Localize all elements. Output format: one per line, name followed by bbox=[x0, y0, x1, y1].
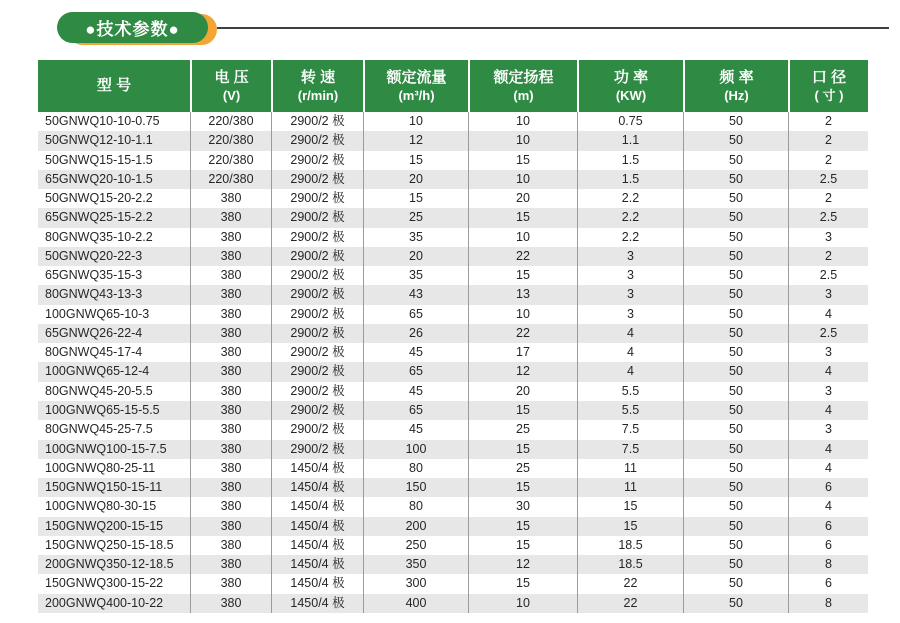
value-cell: 2900/2 极 bbox=[271, 324, 363, 343]
table-row bbox=[38, 517, 868, 536]
value-cell: 2900/2 极 bbox=[271, 131, 363, 150]
value-cell: 1450/4 极 bbox=[271, 497, 363, 516]
value-cell: 80 bbox=[363, 497, 468, 516]
value-cell: 380 bbox=[190, 362, 271, 381]
column-header-label: 额定扬程 bbox=[493, 69, 554, 86]
value-cell: 10 bbox=[468, 131, 577, 150]
value-cell: 220/380 bbox=[190, 112, 271, 131]
value-cell: 1.1 bbox=[577, 131, 683, 150]
value-cell: 45 bbox=[363, 420, 468, 439]
value-cell: 10 bbox=[468, 305, 577, 324]
value-cell: 12 bbox=[468, 555, 577, 574]
value-cell: 220/380 bbox=[190, 131, 271, 150]
value-cell: 50 bbox=[683, 555, 788, 574]
model-cell: 150GNWQ200-15-15 bbox=[45, 518, 164, 533]
value-cell: 380 bbox=[190, 594, 271, 613]
value-cell: 380 bbox=[190, 266, 271, 285]
table-row bbox=[38, 305, 868, 324]
model-cell: 80GNWQ45-17-4 bbox=[45, 345, 143, 360]
value-cell: 2900/2 极 bbox=[271, 401, 363, 420]
model-cell: 50GNWQ15-20-2.2 bbox=[45, 191, 153, 206]
value-cell: 4 bbox=[577, 362, 683, 381]
value-cell: 50 bbox=[683, 305, 788, 324]
column-header-label: 转 速 bbox=[300, 69, 336, 86]
table-row bbox=[38, 459, 868, 478]
value-cell: 2900/2 极 bbox=[271, 343, 363, 362]
column-header-label: 功 率 bbox=[613, 69, 649, 86]
value-cell: 80 bbox=[363, 459, 468, 478]
model-cell: 65GNWQ26-22-4 bbox=[45, 325, 143, 340]
value-cell: 20 bbox=[468, 189, 577, 208]
value-cell: 1.5 bbox=[577, 170, 683, 189]
model-cell: 80GNWQ35-10-2.2 bbox=[45, 229, 153, 244]
value-cell: 10 bbox=[363, 112, 468, 131]
value-cell: 2 bbox=[788, 189, 868, 208]
table-row bbox=[38, 382, 868, 401]
value-cell: 50 bbox=[683, 131, 788, 150]
value-cell: 50 bbox=[683, 228, 788, 247]
value-cell: 380 bbox=[190, 343, 271, 362]
value-cell: 2.5 bbox=[788, 208, 868, 227]
value-cell: 10 bbox=[468, 112, 577, 131]
table-row bbox=[38, 555, 868, 574]
value-cell: 6 bbox=[788, 478, 868, 497]
value-cell: 10 bbox=[468, 228, 577, 247]
value-cell: 11 bbox=[577, 459, 683, 478]
value-cell: 11 bbox=[577, 478, 683, 497]
table-row bbox=[38, 247, 868, 266]
model-cell: 80GNWQ45-20-5.5 bbox=[45, 383, 153, 398]
table-body bbox=[38, 112, 868, 613]
value-cell: 20 bbox=[468, 382, 577, 401]
column-header-unit: (m) bbox=[513, 88, 534, 103]
value-cell: 15 bbox=[577, 517, 683, 536]
value-cell: 380 bbox=[190, 555, 271, 574]
value-cell: 3 bbox=[788, 285, 868, 304]
value-cell: 15 bbox=[468, 536, 577, 555]
column-header-2 bbox=[190, 60, 271, 112]
value-cell: 220/380 bbox=[190, 151, 271, 170]
divider-line bbox=[217, 27, 889, 29]
value-cell: 3 bbox=[788, 420, 868, 439]
table-row bbox=[38, 594, 868, 613]
value-cell: 50 bbox=[683, 536, 788, 555]
value-cell: 15 bbox=[468, 401, 577, 420]
value-cell: 25 bbox=[468, 459, 577, 478]
value-cell: 12 bbox=[363, 131, 468, 150]
column-header-label: 型 号 bbox=[96, 77, 132, 94]
value-cell: 380 bbox=[190, 536, 271, 555]
value-cell: 45 bbox=[363, 382, 468, 401]
value-cell: 50 bbox=[683, 343, 788, 362]
value-cell: 380 bbox=[190, 189, 271, 208]
value-cell: 150 bbox=[363, 478, 468, 497]
value-cell: 15 bbox=[468, 208, 577, 227]
value-cell: 4 bbox=[577, 324, 683, 343]
value-cell: 2900/2 极 bbox=[271, 420, 363, 439]
value-cell: 5.5 bbox=[577, 382, 683, 401]
value-cell: 4 bbox=[788, 459, 868, 478]
value-cell: 4 bbox=[788, 440, 868, 459]
value-cell: 380 bbox=[190, 401, 271, 420]
value-cell: 3 bbox=[788, 382, 868, 401]
value-cell: 35 bbox=[363, 266, 468, 285]
value-cell: 0.75 bbox=[577, 112, 683, 131]
table-row bbox=[38, 189, 868, 208]
value-cell: 380 bbox=[190, 382, 271, 401]
value-cell: 25 bbox=[363, 208, 468, 227]
model-cell: 200GNWQ350-12-18.5 bbox=[45, 557, 174, 572]
section-title-badge bbox=[57, 12, 208, 43]
value-cell: 15 bbox=[468, 478, 577, 497]
value-cell: 22 bbox=[577, 574, 683, 593]
value-cell: 50 bbox=[683, 594, 788, 613]
value-cell: 50 bbox=[683, 324, 788, 343]
value-cell: 380 bbox=[190, 324, 271, 343]
column-header-3 bbox=[271, 60, 363, 112]
model-cell: 150GNWQ150-15-11 bbox=[45, 480, 163, 495]
value-cell: 100 bbox=[363, 440, 468, 459]
value-cell: 15 bbox=[468, 574, 577, 593]
value-cell: 2900/2 极 bbox=[271, 285, 363, 304]
value-cell: 50 bbox=[683, 574, 788, 593]
value-cell: 4 bbox=[788, 497, 868, 516]
value-cell: 200 bbox=[363, 517, 468, 536]
value-cell: 2900/2 极 bbox=[271, 382, 363, 401]
model-cell: 80GNWQ43-13-3 bbox=[45, 287, 143, 302]
value-cell: 22 bbox=[577, 594, 683, 613]
value-cell: 50 bbox=[683, 208, 788, 227]
table-row bbox=[38, 420, 868, 439]
value-cell: 5.5 bbox=[577, 401, 683, 420]
value-cell: 50 bbox=[683, 478, 788, 497]
value-cell: 22 bbox=[468, 324, 577, 343]
value-cell: 2900/2 极 bbox=[271, 189, 363, 208]
value-cell: 2 bbox=[788, 247, 868, 266]
value-cell: 50 bbox=[683, 497, 788, 516]
technical-parameters-table bbox=[38, 60, 868, 613]
value-cell: 50 bbox=[683, 151, 788, 170]
value-cell: 2900/2 极 bbox=[271, 247, 363, 266]
value-cell: 4 bbox=[788, 401, 868, 420]
value-cell: 8 bbox=[788, 555, 868, 574]
column-header-unit: (m³/h) bbox=[398, 88, 435, 103]
column-header-5 bbox=[468, 60, 577, 112]
value-cell: 7.5 bbox=[577, 440, 683, 459]
table-row bbox=[38, 151, 868, 170]
value-cell: 3 bbox=[788, 343, 868, 362]
value-cell: 380 bbox=[190, 247, 271, 266]
column-header-unit: ( 寸 ) bbox=[814, 88, 844, 103]
model-cell: 150GNWQ250-15-18.5 bbox=[45, 537, 174, 552]
model-cell: 200GNWQ400-10-22 bbox=[45, 595, 164, 610]
value-cell: 13 bbox=[468, 285, 577, 304]
value-cell: 15 bbox=[468, 440, 577, 459]
value-cell: 15 bbox=[363, 189, 468, 208]
value-cell: 25 bbox=[468, 420, 577, 439]
value-cell: 15 bbox=[363, 151, 468, 170]
table-row bbox=[38, 343, 868, 362]
value-cell: 50 bbox=[683, 362, 788, 381]
table-row bbox=[38, 536, 868, 555]
value-cell: 2900/2 极 bbox=[271, 440, 363, 459]
table-row bbox=[38, 497, 868, 516]
value-cell: 220/380 bbox=[190, 170, 271, 189]
value-cell: 10 bbox=[468, 594, 577, 613]
section-title: ●技术参数● bbox=[85, 20, 180, 39]
table-row bbox=[38, 131, 868, 150]
table-row bbox=[38, 478, 868, 497]
value-cell: 380 bbox=[190, 305, 271, 324]
table-row bbox=[38, 208, 868, 227]
value-cell: 18.5 bbox=[577, 555, 683, 574]
value-cell: 50 bbox=[683, 170, 788, 189]
model-cell: 100GNWQ65-10-3 bbox=[45, 306, 150, 321]
value-cell: 50 bbox=[683, 420, 788, 439]
column-header-1 bbox=[38, 60, 190, 112]
column-header-label: 额定流量 bbox=[386, 69, 447, 86]
table-row bbox=[38, 324, 868, 343]
value-cell: 2 bbox=[788, 112, 868, 131]
value-cell: 2 bbox=[788, 131, 868, 150]
value-cell: 2900/2 极 bbox=[271, 362, 363, 381]
value-cell: 380 bbox=[190, 420, 271, 439]
value-cell: 30 bbox=[468, 497, 577, 516]
value-cell: 50 bbox=[683, 440, 788, 459]
table-row bbox=[38, 440, 868, 459]
value-cell: 3 bbox=[577, 247, 683, 266]
model-cell: 100GNWQ100-15-7.5 bbox=[45, 441, 167, 456]
value-cell: 380 bbox=[190, 208, 271, 227]
value-cell: 380 bbox=[190, 517, 271, 536]
column-header-label: 电 压 bbox=[214, 69, 249, 86]
table-row bbox=[38, 401, 868, 420]
value-cell: 2.2 bbox=[577, 228, 683, 247]
value-cell: 50 bbox=[683, 285, 788, 304]
value-cell: 380 bbox=[190, 285, 271, 304]
value-cell: 1450/4 极 bbox=[271, 555, 363, 574]
table-row bbox=[38, 285, 868, 304]
model-cell: 80GNWQ45-25-7.5 bbox=[45, 422, 153, 437]
value-cell: 2900/2 极 bbox=[271, 112, 363, 131]
value-cell: 4 bbox=[788, 362, 868, 381]
value-cell: 2.2 bbox=[577, 189, 683, 208]
value-cell: 300 bbox=[363, 574, 468, 593]
model-cell: 50GNWQ10-10-0.75 bbox=[45, 114, 160, 128]
column-header-unit: (Hz) bbox=[724, 88, 749, 103]
model-cell: 65GNWQ35-15-3 bbox=[45, 268, 143, 283]
value-cell: 50 bbox=[683, 517, 788, 536]
column-header-label: 口 径 bbox=[811, 69, 847, 86]
value-cell: 43 bbox=[363, 285, 468, 304]
value-cell: 4 bbox=[788, 305, 868, 324]
table-row bbox=[38, 574, 868, 593]
value-cell: 8 bbox=[788, 594, 868, 613]
value-cell: 50 bbox=[683, 382, 788, 401]
column-header-6 bbox=[577, 60, 683, 112]
value-cell: 1450/4 极 bbox=[271, 594, 363, 613]
value-cell: 6 bbox=[788, 517, 868, 536]
model-cell: 50GNWQ12-10-1.1 bbox=[45, 133, 153, 148]
model-cell: 50GNWQ20-22-3 bbox=[45, 248, 143, 263]
value-cell: 3 bbox=[577, 266, 683, 285]
value-cell: 1450/4 极 bbox=[271, 478, 363, 497]
value-cell: 65 bbox=[363, 401, 468, 420]
model-cell: 100GNWQ80-25-11 bbox=[45, 460, 156, 475]
value-cell: 380 bbox=[190, 497, 271, 516]
column-header-8 bbox=[788, 60, 868, 112]
value-cell: 20 bbox=[363, 170, 468, 189]
value-cell: 50 bbox=[683, 459, 788, 478]
value-cell: 1450/4 极 bbox=[271, 574, 363, 593]
table-row bbox=[38, 228, 868, 247]
header-row bbox=[38, 60, 868, 112]
column-header-4 bbox=[363, 60, 468, 112]
value-cell: 2900/2 极 bbox=[271, 208, 363, 227]
value-cell: 15 bbox=[577, 497, 683, 516]
value-cell: 2900/2 极 bbox=[271, 305, 363, 324]
value-cell: 10 bbox=[468, 170, 577, 189]
model-cell: 65GNWQ25-15-2.2 bbox=[45, 210, 153, 225]
value-cell: 3 bbox=[788, 228, 868, 247]
value-cell: 6 bbox=[788, 536, 868, 555]
value-cell: 400 bbox=[363, 594, 468, 613]
column-header-unit: (r/min) bbox=[297, 88, 339, 103]
value-cell: 50 bbox=[683, 401, 788, 420]
value-cell: 250 bbox=[363, 536, 468, 555]
value-cell: 380 bbox=[190, 478, 271, 497]
model-cell: 65GNWQ20-10-1.5 bbox=[45, 171, 153, 186]
value-cell: 45 bbox=[363, 343, 468, 362]
model-cell: 50GNWQ15-15-1.5 bbox=[45, 152, 153, 167]
value-cell: 22 bbox=[468, 247, 577, 266]
value-cell: 7.5 bbox=[577, 420, 683, 439]
value-cell: 50 bbox=[683, 266, 788, 285]
value-cell: 1450/4 极 bbox=[271, 536, 363, 555]
model-cell: 150GNWQ300-15-22 bbox=[45, 576, 164, 591]
model-cell: 100GNWQ80-30-15 bbox=[45, 499, 157, 514]
value-cell: 380 bbox=[190, 459, 271, 478]
column-header-7 bbox=[683, 60, 788, 112]
value-cell: 50 bbox=[683, 247, 788, 266]
value-cell: 1.5 bbox=[577, 151, 683, 170]
table-row bbox=[38, 112, 868, 131]
column-header-unit: (KW) bbox=[615, 88, 647, 103]
table-row bbox=[38, 362, 868, 381]
value-cell: 3 bbox=[577, 305, 683, 324]
column-header-label: 频 率 bbox=[719, 69, 754, 86]
value-cell: 17 bbox=[468, 343, 577, 362]
value-cell: 65 bbox=[363, 362, 468, 381]
value-cell: 6 bbox=[788, 574, 868, 593]
value-cell: 380 bbox=[190, 228, 271, 247]
value-cell: 2.5 bbox=[788, 170, 868, 189]
value-cell: 26 bbox=[363, 324, 468, 343]
value-cell: 2900/2 极 bbox=[271, 228, 363, 247]
value-cell: 15 bbox=[468, 266, 577, 285]
value-cell: 2.5 bbox=[788, 266, 868, 285]
value-cell: 2900/2 极 bbox=[271, 151, 363, 170]
column-header-unit: (V) bbox=[222, 88, 241, 103]
value-cell: 380 bbox=[190, 574, 271, 593]
value-cell: 65 bbox=[363, 305, 468, 324]
value-cell: 12 bbox=[468, 362, 577, 381]
value-cell: 15 bbox=[468, 517, 577, 536]
value-cell: 4 bbox=[577, 343, 683, 362]
table-row bbox=[38, 170, 868, 189]
value-cell: 350 bbox=[363, 555, 468, 574]
value-cell: 18.5 bbox=[577, 536, 683, 555]
value-cell: 380 bbox=[190, 440, 271, 459]
value-cell: 2 bbox=[788, 151, 868, 170]
value-cell: 20 bbox=[363, 247, 468, 266]
value-cell: 50 bbox=[683, 189, 788, 208]
value-cell: 50 bbox=[683, 112, 788, 131]
value-cell: 35 bbox=[363, 228, 468, 247]
value-cell: 1450/4 极 bbox=[271, 459, 363, 478]
value-cell: 3 bbox=[577, 285, 683, 304]
model-cell: 100GNWQ65-15-5.5 bbox=[45, 402, 160, 417]
table-row bbox=[38, 266, 868, 285]
model-cell: 100GNWQ65-12-4 bbox=[45, 364, 150, 379]
value-cell: 2900/2 极 bbox=[271, 170, 363, 189]
value-cell: 2900/2 极 bbox=[271, 266, 363, 285]
value-cell: 2.5 bbox=[788, 324, 868, 343]
value-cell: 15 bbox=[468, 151, 577, 170]
value-cell: 2.2 bbox=[577, 208, 683, 227]
value-cell: 1450/4 极 bbox=[271, 517, 363, 536]
